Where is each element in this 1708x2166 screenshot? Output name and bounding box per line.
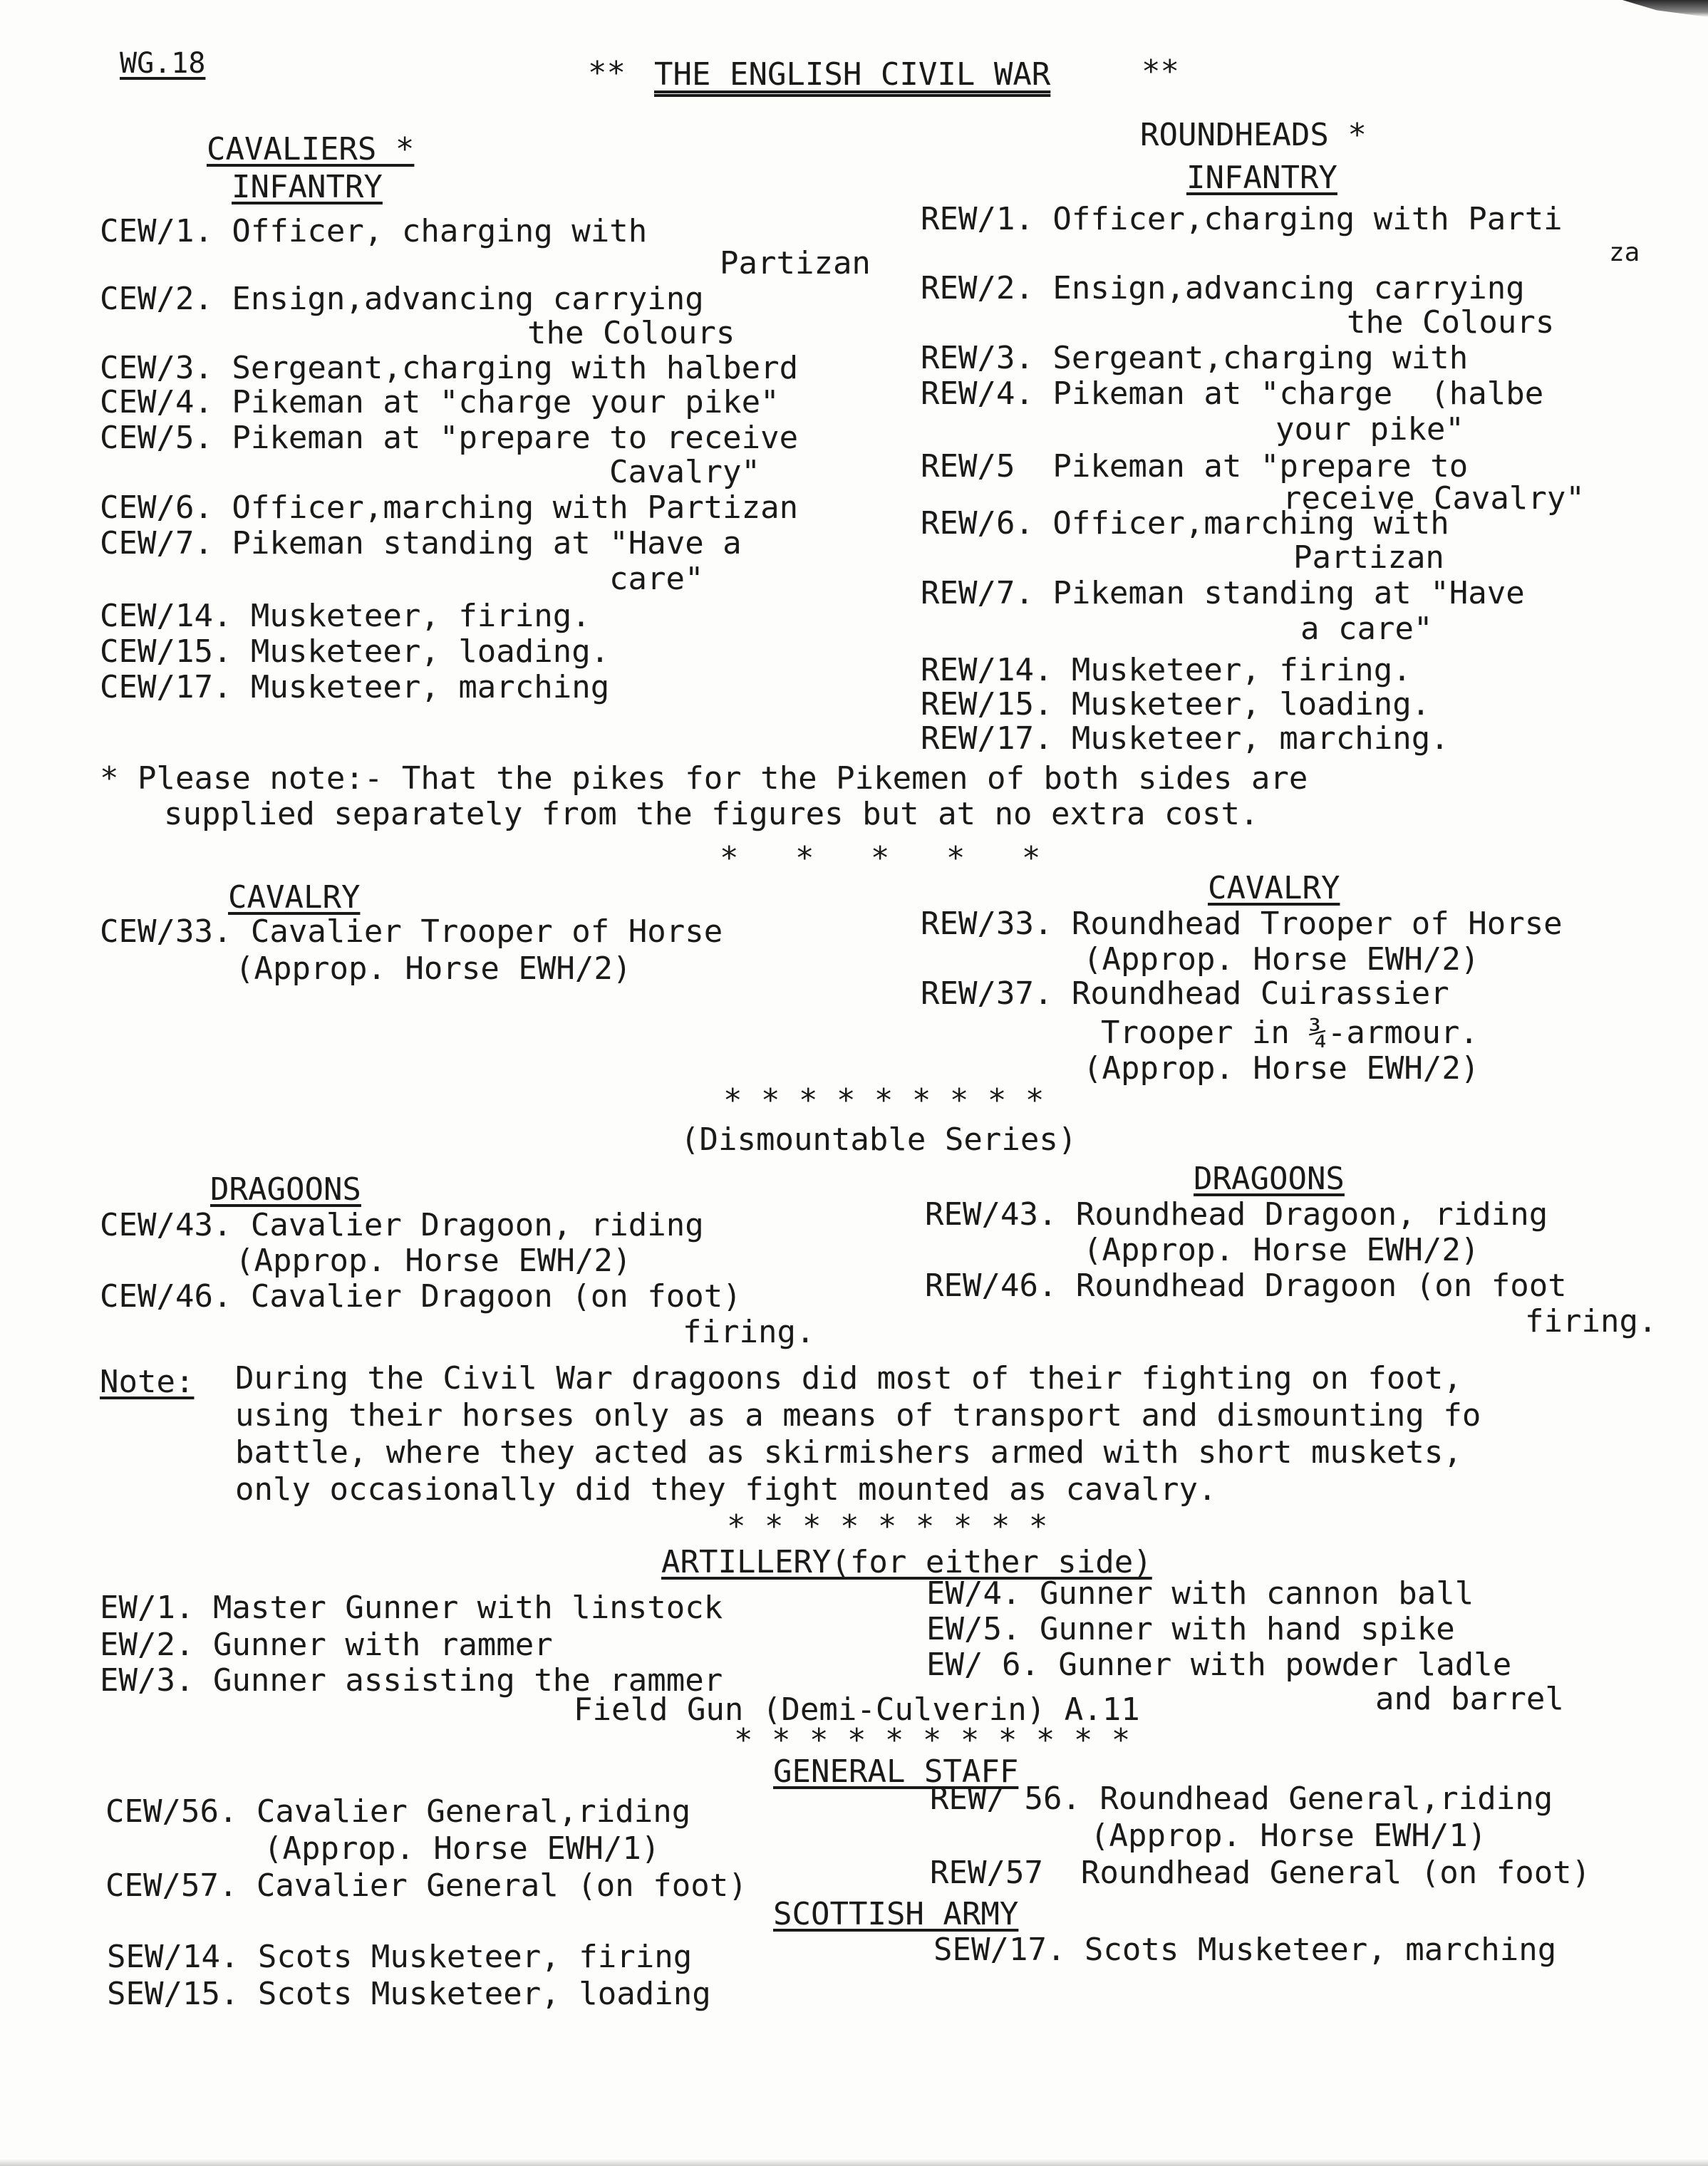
cavalier-cavalry-item: (Approp. Horse EWH/2) [235,950,632,987]
scottish-army-item: SEW/17. Scots Musketeer, marching [933,1932,1557,1968]
roundhead-dragoon-item: firing. [1525,1303,1657,1340]
section-separator: * * * * * * * * * * * [734,1722,1131,1758]
roundhead-dragoon-item: (Approp. Horse EWH/2) [1083,1232,1480,1268]
dragoons-note-line: battle, where they acted as skirmishers armed with short muskets, [235,1434,1462,1471]
cavalier-dragoon-item: CEW/43. Cavalier Dragoon, riding [100,1207,704,1243]
roundhead-infantry-item: REW/15. Musketeer, loading. [921,686,1431,722]
artillery-item: EW/4. Gunner with cannon ball [926,1575,1474,1612]
roundhead-cavalry-item: REW/33. Roundhead Trooper of Horse [921,906,1563,942]
general-staff-item: (Approp. Horse EWH/1) [1090,1818,1487,1854]
scan-bottom-edge [0,2159,1708,2166]
roundhead-cavalry-item: Trooper in ¾-armour. [1101,1015,1479,1051]
cavalier-cavalry-item: CEW/33. Cavalier Trooper of Horse [100,913,723,950]
general-staff-item: (Approp. Horse EWH/1) [264,1830,661,1867]
cavalier-infantry-item: CEW/7. Pikeman standing at "Have a [100,525,742,561]
roundhead-dragoons-heading: DRAGOONS [1194,1161,1345,1197]
cavalier-infantry-item: CEW/4. Pikeman at "charge your pike" [100,384,780,420]
cavalier-infantry-item: Partizan [720,245,871,281]
roundhead-dragoon-item: REW/46. Roundhead Dragoon (on foot [925,1268,1567,1304]
page-title: THE ENGLISH CIVIL WAR [654,56,1051,93]
general-staff-heading: GENERAL STAFF [773,1753,1019,1790]
roundhead-infantry-item: REW/6. Officer,marching with [921,505,1449,542]
cavalier-cavalry-heading: CAVALRY [228,879,361,916]
dragoons-note-line: only occasionally did they fight mounted as cavalry. [235,1471,1217,1508]
general-staff-item: REW/ 56. Roundhead General,riding [930,1781,1553,1817]
section-separator: * * * * * * * * * [723,1082,1045,1119]
cavalier-infantry-item: Cavalry" [609,454,760,490]
cavalier-infantry-item: CEW/2. Ensign,advancing carrying [100,281,704,317]
scottish-army-item: SEW/15. Scots Musketeer, loading [107,1976,711,2012]
roundhead-infantry-item: REW/5 Pikeman at "prepare to [921,448,1469,484]
cavalier-dragoon-item: CEW/46. Cavalier Dragoon (on foot) [100,1278,742,1315]
general-staff-item: CEW/56. Cavalier General,riding [105,1793,691,1830]
pikes-note-continued: supplied separately from the figures but at no extra cost. [164,796,1259,832]
artillery-item: EW/5. Gunner with hand spike [926,1611,1455,1647]
cavalier-infantry-item: CEW/17. Musketeer, marching [100,669,610,705]
scottish-army-heading: SCOTTISH ARMY [773,1896,1019,1932]
cavalier-infantry-item: the Colours [527,315,735,351]
roundhead-infantry-item: REW/17. Musketeer, marching. [921,720,1449,757]
roundhead-infantry-item: REW/14. Musketeer, firing. [921,652,1412,688]
dragoons-note-label: Note: [100,1364,195,1400]
roundhead-cavalry-item: (Approp. Horse EWH/2) [1083,941,1480,978]
section-separator: * * * * * * * * * [727,1508,1048,1545]
roundhead-infantry-item: Partizan [1293,539,1444,576]
roundhead-infantry-item: a care" [1300,611,1433,647]
cavalier-dragoon-item: firing. [683,1314,815,1350]
roundhead-infantry-item: your pike" [1275,411,1464,447]
cavalier-infantry-item: CEW/3. Sergeant,charging with halberd [100,350,799,386]
section-separator: * * * * * [720,840,1041,876]
artillery-item: EW/2. Gunner with rammer [100,1627,553,1663]
title-stars-right: ** [1142,53,1179,90]
general-staff-item: REW/57 Roundhead General (on foot) [930,1855,1591,1891]
roundhead-infantry-item: the Colours [1347,304,1555,341]
roundhead-infantry-item: REW/2. Ensign,advancing carrying [921,270,1525,306]
cavaliers-heading-text: CAVALIERS * [207,131,415,167]
general-staff-item: CEW/57. Cavalier General (on foot) [105,1867,747,1904]
cavaliers-heading [207,132,414,167]
roundhead-cavalry-heading: CAVALRY [1208,870,1340,906]
roundhead-infantry-item: REW/7. Pikeman standing at "Have [921,575,1525,611]
title-stars-left: ** [588,55,626,91]
cavalier-infantry-item: CEW/5. Pikeman at "prepare to receive [100,420,799,456]
roundhead-infantry-item: REW/4. Pikeman at "charge (halbe [921,375,1544,412]
roundheads-infantry-subheading: INFANTRY [1186,160,1337,196]
roundhead-infantry-item: REW/3. Sergeant,charging with [921,340,1469,376]
cavalier-infantry-item: CEW/1. Officer, charging with [100,213,648,249]
roundhead-infantry-item: za [1609,238,1640,267]
artillery-item: EW/ 6. Gunner with powder ladle [926,1647,1512,1683]
pikes-note: * Please note:- That the pikes for the Pikemen of both sides are [100,760,1308,797]
roundheads-heading: ROUNDHEADS * [1140,117,1367,153]
artillery-item: EW/1. Master Gunner with linstock [100,1590,723,1626]
roundhead-dragoon-item: REW/43. Roundhead Dragoon, riding [925,1196,1548,1233]
dragoons-note-line: using their horses only as a means of transport and dismounting fo [235,1397,1481,1434]
roundhead-infantry-item: REW/1. Officer,charging with Parti [921,201,1563,237]
cavalier-infantry-item: CEW/6. Officer,marching with Partizan [100,489,799,526]
dragoons-note-line: During the Civil War dragoons did most of their fighting on foot, [235,1360,1462,1396]
artillery-item: and barrel [1375,1681,1564,1717]
field-gun-item: Field Gun (Demi-Culverin) A.11 [574,1691,1140,1728]
scan-corner-mark [1622,0,1708,17]
roundhead-cavalry-item: (Approp. Horse EWH/2) [1083,1050,1480,1087]
cavalier-dragoon-item: (Approp. Horse EWH/2) [235,1243,632,1279]
dismountable-series-label: (Dismountable Series) [680,1121,1077,1158]
cavalier-dragoons-heading: DRAGOONS [210,1171,361,1208]
scottish-army-item: SEW/14. Scots Musketeer, firing [107,1939,693,1975]
cavaliers-infantry-subheading: INFANTRY [232,169,383,205]
artillery-heading: ARTILLERY(for either side) [661,1544,1152,1580]
cavalier-infantry-item: CEW/15. Musketeer, loading. [100,633,610,670]
catalogue-code: WG.18 [120,47,206,80]
cavalier-infantry-item: care" [609,561,704,597]
cavalier-infantry-item: CEW/14. Musketeer, firing. [100,598,591,634]
roundhead-cavalry-item: REW/37. Roundhead Cuirassier [921,975,1449,1012]
artillery-item: EW/3. Gunner assisting the rammer [100,1662,723,1699]
roundhead-infantry-item: receive Cavalry" [1283,480,1585,517]
